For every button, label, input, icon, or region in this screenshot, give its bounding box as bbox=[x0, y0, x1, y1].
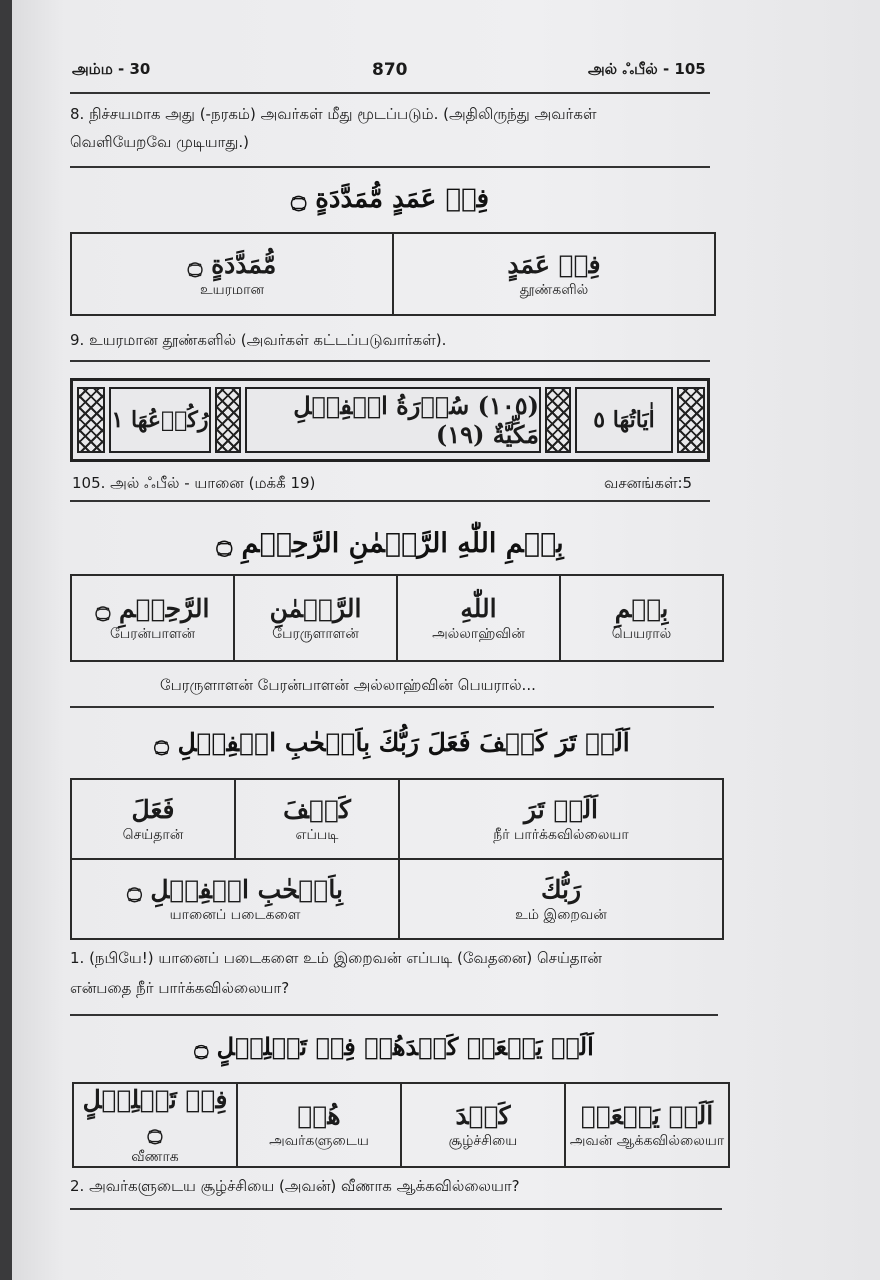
verse-9-translation: 9. உயரமான தூண்களில் (அவர்கள் கட்டப்படுவார்கள்). bbox=[70, 331, 447, 349]
verse-8-line-2: வெளியேறவே முடியாது.) bbox=[70, 133, 250, 151]
word-cell bbox=[235, 779, 399, 859]
word-arabic: كَيۡفَ bbox=[283, 795, 351, 824]
word-cell bbox=[565, 1083, 729, 1167]
word-meaning: உம் இறைவன் bbox=[515, 907, 607, 923]
word-arabic: اَلَمۡ تَرَ bbox=[523, 795, 599, 824]
word-arabic: بِاَصۡحٰبِ الۡفِيۡلِ ۝ bbox=[127, 875, 343, 904]
word-arabic: الرَّحۡمٰنِ bbox=[269, 594, 362, 623]
word-cell bbox=[560, 575, 723, 661]
verse-2-word-table bbox=[72, 1082, 730, 1168]
word-arabic: فِيۡ تَضۡلِيۡلٍ ۝ bbox=[82, 1085, 228, 1146]
word-arabic: اللّٰهِ bbox=[460, 594, 497, 623]
word-cell bbox=[401, 1083, 565, 1167]
verse-8-line-1: 8. நிச்சயமாக அது (-நரகம்) அவர்கள் மீது மூடப்படும். (அதிலிருந்து அவர்கள் bbox=[70, 105, 597, 123]
divider bbox=[70, 1208, 722, 1210]
surah-title: 105. அல் ஃபீல் - யானை (மக்கீ 19) bbox=[72, 474, 316, 492]
word-cell bbox=[71, 575, 234, 661]
word-cell bbox=[399, 859, 723, 939]
word-meaning: எப்படி bbox=[295, 827, 339, 843]
ornament bbox=[215, 387, 241, 453]
divider bbox=[70, 166, 710, 168]
word-meaning: நீர் பார்க்கவில்லையா bbox=[493, 827, 629, 843]
word-meaning: சூழ்ச்சியை bbox=[448, 1133, 518, 1149]
verse-9-word-table bbox=[70, 232, 716, 316]
verse-1-translation-line-2: என்பதை நீர் பார்க்கவில்லையா? bbox=[70, 979, 290, 997]
word-arabic: كَيۡدَ bbox=[455, 1101, 511, 1130]
verse-2-arabic: اَلَمۡ يَجۡعَلۡ كَيۡدَهُمۡ فِيۡ تَضۡلِيۡلٍ ۝ bbox=[194, 1032, 594, 1061]
word-meaning: தூண்களில் bbox=[519, 282, 589, 298]
page-number: 870 bbox=[372, 60, 408, 80]
word-cell bbox=[234, 575, 397, 661]
word-cell bbox=[71, 859, 399, 939]
divider bbox=[70, 500, 710, 502]
banner-ayah-count: اٰيَاتُهَا ٥ bbox=[575, 387, 673, 453]
banner-surah-name: (١٠٥) سُوۡرَةُ الۡفِيۡلِ مَكِّيَّةٌ (١٩) bbox=[245, 387, 541, 453]
basmala-translation: பேரருளாளன் பேரன்பாளன் அல்லாஹ்வின் பெயரால்... bbox=[160, 676, 536, 694]
banner-ruku-count: رُكُوۡعُهَا ١ bbox=[109, 387, 211, 453]
header-rule bbox=[70, 92, 710, 94]
verse-1-word-table bbox=[70, 778, 724, 940]
word-meaning: செய்தான் bbox=[122, 827, 184, 843]
ornament-left bbox=[77, 387, 105, 453]
divider bbox=[70, 706, 714, 708]
word-meaning: அல்லாஹ்வின் bbox=[432, 626, 525, 642]
verse-9-arabic: فِيۡ عَمَدٍ مُّمَدَّدَةٍ ۝ bbox=[290, 184, 490, 214]
word-arabic: بِسۡمِ bbox=[614, 594, 669, 623]
word-arabic: فَعَلَ bbox=[131, 795, 175, 824]
verse-2-translation: 2. அவர்களுடைய சூழ்ச்சியை (அவன்) வீணாக ஆக்கவில்லையா? bbox=[70, 1177, 520, 1195]
word-arabic: مُّمَدَّدَةٍ ۝ bbox=[187, 250, 277, 279]
word-cell bbox=[393, 233, 715, 315]
book-page bbox=[12, 0, 880, 1280]
word-arabic: الرَّحِيۡمِ ۝ bbox=[95, 594, 210, 623]
verse-1-arabic: اَلَمۡ تَرَ كَيۡفَ فَعَلَ رَبُّكَ بِاَصۡحٰبِ الۡفِيۡلِ ۝ bbox=[154, 728, 630, 757]
word-arabic: هُمۡ bbox=[297, 1101, 341, 1130]
divider bbox=[70, 360, 710, 362]
word-meaning: வீணாக bbox=[131, 1149, 179, 1165]
verse-1-translation-line-1: 1. (நபியே!) யானைப் படைகளை உம் இறைவன் எப்படி (வேதனை) செய்தான் bbox=[70, 949, 602, 967]
word-meaning: உயரமான bbox=[199, 282, 265, 298]
running-header-right: அல் ஃபீல் - 105 bbox=[588, 60, 706, 78]
word-arabic: فِيۡ عَمَدٍ bbox=[507, 250, 601, 279]
divider bbox=[70, 1014, 718, 1016]
ornament bbox=[545, 387, 571, 453]
word-cell bbox=[73, 1083, 237, 1167]
word-meaning: அவர்களுடைய bbox=[269, 1133, 369, 1149]
word-meaning: அவன் ஆக்கவில்லையா bbox=[569, 1133, 725, 1149]
word-cell bbox=[71, 779, 235, 859]
running-header-left: அம்ம - 30 bbox=[72, 60, 151, 78]
word-cell bbox=[397, 575, 560, 661]
word-cell bbox=[71, 233, 393, 315]
word-cell bbox=[399, 779, 723, 859]
basmala-word-table bbox=[70, 574, 724, 662]
ornament-right bbox=[677, 387, 705, 453]
word-cell bbox=[237, 1083, 401, 1167]
word-arabic: رَبُّكَ bbox=[540, 875, 582, 904]
word-meaning: பேரன்பாளன் bbox=[109, 626, 196, 642]
basmala-arabic: بِسۡمِ اللّٰهِ الرَّحۡمٰنِ الرَّحِيۡمِ ۝ bbox=[216, 528, 564, 559]
word-arabic: اَلَمۡ يَجۡعَلۡ bbox=[580, 1101, 714, 1130]
word-meaning: யானைப் படைகளை bbox=[169, 907, 301, 923]
word-meaning: பெயரால் bbox=[611, 626, 672, 642]
surah-banner bbox=[70, 378, 710, 462]
word-meaning: பேரருளாளன் bbox=[272, 626, 359, 642]
surah-verse-count: வசனங்கள்:5 bbox=[604, 474, 693, 492]
